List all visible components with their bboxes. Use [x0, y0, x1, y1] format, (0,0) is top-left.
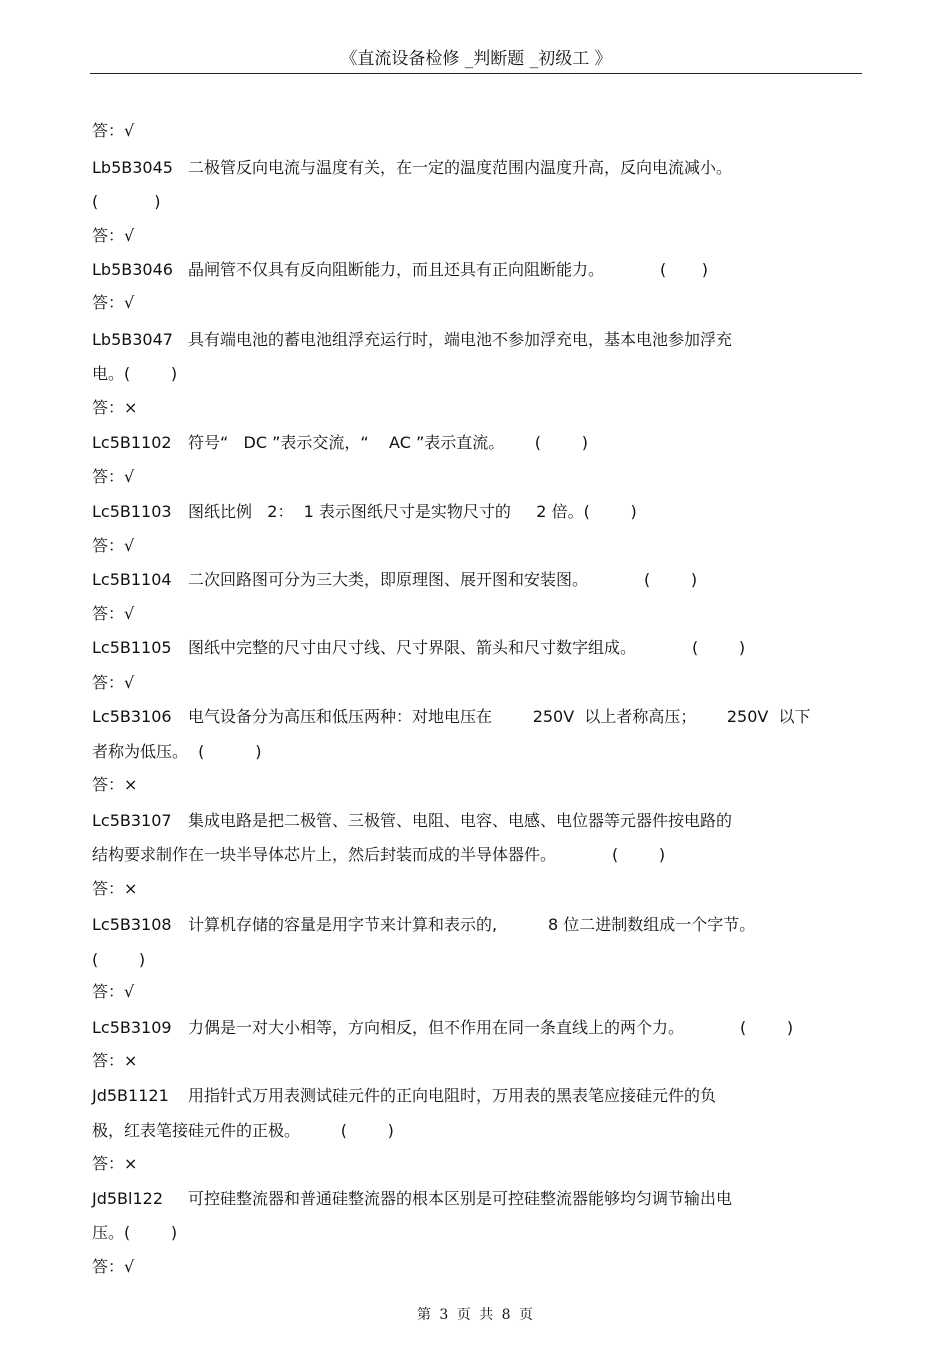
- answer-line: [92, 603, 134, 625]
- answer-text: 答：×: [92, 879, 138, 898]
- question-continuation: [92, 844, 665, 866]
- question-code: Lc5B1105: [92, 638, 172, 657]
- question-line: [92, 157, 732, 179]
- question-code: Jd5B1121: [92, 1086, 169, 1105]
- answer-line: [92, 397, 137, 419]
- question-text: 用指针式万用表测试硅元件的正向电阻时，万用表的黑表笔应接硅元件的负: [188, 1086, 717, 1105]
- question-text: 二极管反向电流与温度有关，在一定的温度范围内温度升高，反向电流减小。: [188, 158, 733, 177]
- answer-text: 答：√: [92, 673, 135, 692]
- answer-line: [92, 292, 134, 314]
- answer-text: 答：√: [92, 121, 135, 140]
- question-text: 结构要求制作在一块半导体芯片上，然后封装而成的半导体器件。 ( ): [92, 845, 666, 864]
- answer-text: 答：×: [92, 775, 138, 794]
- header-divider: [90, 73, 862, 74]
- answer-text: 答：√: [92, 982, 135, 1001]
- answer-line: [92, 1050, 137, 1072]
- question-text: 极，红表笔接硅元件的正极。 ( ): [92, 1121, 394, 1140]
- question-line: [92, 706, 811, 728]
- question-line: [92, 1017, 793, 1039]
- question-continuation: [92, 191, 160, 213]
- question-code: Lc5B1102: [92, 433, 172, 452]
- answer-text: 答：×: [92, 1154, 138, 1173]
- answer-text: 答：√: [92, 536, 135, 555]
- question-text: 集成电路是把二极管、三极管、电阻、电容、电感、电位器等元器件按电路的: [188, 811, 733, 830]
- question-line: [92, 810, 732, 832]
- question-text: 电气设备分为高压和低压两种：对地电压在 250V 以上者称高压； 250V 以下: [188, 707, 811, 726]
- question-code: Lc5B3107: [92, 811, 172, 830]
- question-continuation: [92, 363, 177, 385]
- question-text: ( ): [92, 950, 146, 969]
- question-code: Jd5Bl122: [92, 1189, 164, 1208]
- question-text: 具有端电池的蓄电池组浮充运行时，端电池不参加浮充电，基本电池参加浮充: [188, 330, 733, 349]
- answer-text: 答：×: [92, 398, 138, 417]
- question-line: [92, 914, 755, 936]
- question-line: [92, 637, 745, 659]
- answer-line: [92, 466, 134, 488]
- answer-text: 答：√: [92, 226, 135, 245]
- question-text: 力偶是一对大小相等，方向相反，但不作用在同一条直线上的两个力。 ( ): [188, 1018, 794, 1037]
- answer-line: [92, 672, 134, 694]
- answer-line: [92, 878, 137, 900]
- question-code: Lc5B3109: [92, 1018, 172, 1037]
- question-continuation: [92, 1222, 177, 1244]
- question-text: 图纸中完整的尺寸由尺寸线、尺寸界限、箭头和尺寸数字组成。 ( ): [188, 638, 746, 657]
- question-continuation: [92, 949, 145, 971]
- answer-line: [92, 535, 134, 557]
- answer-line: [92, 225, 134, 247]
- question-code: Lb5B3045: [92, 158, 173, 177]
- question-line: [92, 432, 588, 454]
- question-text: 图纸比例 2： 1 表示图纸尺寸是实物尺寸的 2 倍。( ): [188, 502, 637, 521]
- question-code: Lc5B3106: [92, 707, 172, 726]
- answer-line: [92, 981, 134, 1003]
- question-text: 晶闸管不仅具有反向阻断能力，而且还具有正向阻断能力。 ( ): [188, 260, 709, 279]
- question-line: [92, 501, 637, 523]
- question-code: Lc5B1103: [92, 502, 172, 521]
- question-text: 二次回路图可分为三大类，即原理图、展开图和安装图。 ( ): [188, 570, 698, 589]
- question-text: 可控硅整流器和普通硅整流器的根本区别是可控硅整流器能够均匀调节输出电: [188, 1189, 733, 1208]
- question-continuation: [92, 1120, 394, 1142]
- answer-line: [92, 774, 137, 796]
- answer-text: 答：√: [92, 1257, 135, 1276]
- question-continuation: [92, 741, 262, 763]
- page-header-title: 《直流设备检修 _判断题 _初级工 》: [340, 49, 612, 69]
- question-text: 符号“ DC ”表示交流，“ AC ”表示直流。 ( ): [188, 433, 588, 452]
- question-code: Lc5B1104: [92, 570, 172, 589]
- question-text: 计算机存储的容量是用字节来计算和表示的, 8 位二进制数组成一个字节。: [188, 915, 756, 934]
- answer-text: 答：√: [92, 467, 135, 486]
- question-text: 者称为低压。 ( ): [92, 742, 262, 761]
- question-line: [92, 329, 732, 351]
- answer-line: [92, 1153, 137, 1175]
- question-text: ( ): [92, 192, 161, 211]
- question-code: Lc5B3108: [92, 915, 172, 934]
- page-number: 第 3 页 共 8 页: [416, 1307, 534, 1323]
- answer-text: 答：√: [92, 604, 135, 623]
- question-line: [92, 569, 697, 591]
- answer-text: 答：×: [92, 1051, 138, 1070]
- question-text: 压。( ): [92, 1223, 178, 1242]
- answer-text: 答：√: [92, 293, 135, 312]
- question-text: 电。( ): [92, 364, 178, 383]
- question-code: Lb5B3046: [92, 260, 173, 279]
- question-line: [92, 1188, 732, 1210]
- question-code: Lb5B3047: [92, 330, 173, 349]
- answer-line: [92, 120, 134, 142]
- question-line: [92, 1085, 716, 1107]
- question-line: [92, 259, 708, 281]
- answer-line: [92, 1256, 134, 1278]
